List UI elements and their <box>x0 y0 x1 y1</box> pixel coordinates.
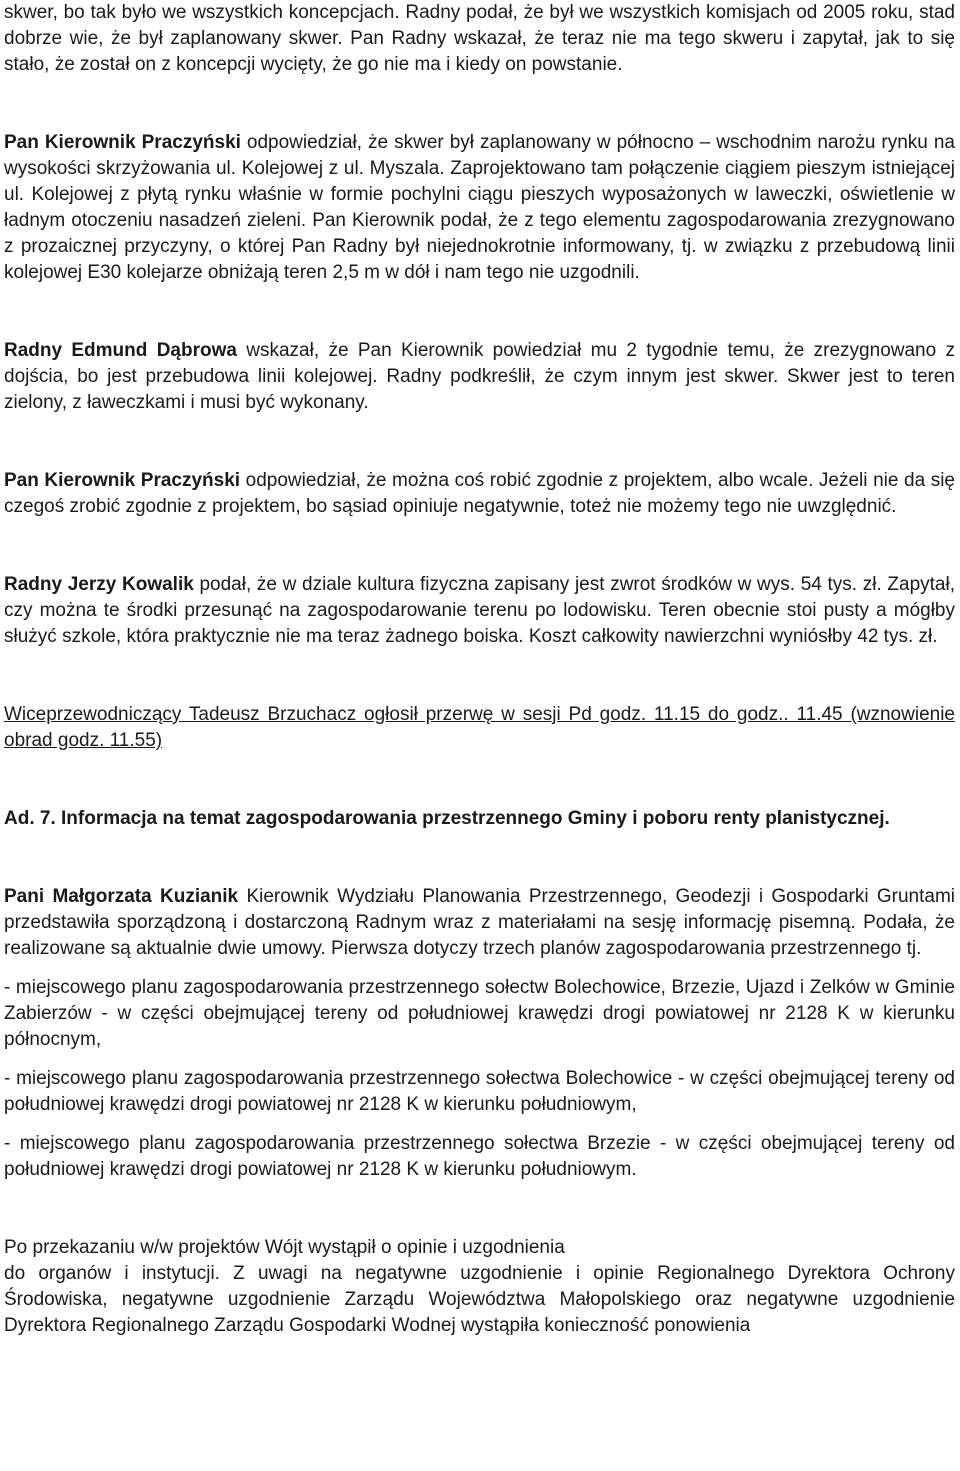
paragraph-text: wskazał, że Pan Kierownik powiedział mu 2 tygodnie temu, że zrezygnowano z dojścia, bo jest przebudowa linii kolejowej. Radny podkreślił, że czym innym jest skwer. Skwer jest to teren zielony, z ławeczkami i musi być wykonany. <box>4 340 956 413</box>
paragraph-text: odpowiedział, że skwer był zaplanowany w północno – wschodnim narożu rynku na wysokości skrzyżowania ul. Kolejowej z ul. Myszala. Zaprojektowano tam połączenie ciągiem pieszym istniejącej ul. Kolejowej z płytą rynku właśnie w formie pochylni ciągu pieszych wyposażonych w laweczki, oświetlenie w ładnym otoczeniu nasadzeń zieleni. Pan Kierownik podał, że z tego elementu zagospodarowania zrezygnowano z prozaicznej przyczyny, o której Pan Radny był niejednokrotnie informowany, tj. w związku z przebudową linii kolejowej E30 kolejarze obniżają teren 2,5 m w dół i nam tego nie uzgodnili. <box>4 132 955 283</box>
paragraph-radny-dabrowa <box>4 338 955 416</box>
list-item <box>4 1131 955 1183</box>
paragraph-text: Kierownik Wydziału Planowania Przestrzennego, Geodezji i Gospodarki Gruntami przedstawiła sporządzoną i dostarczoną Radnym wraz z materiałami na sesję informację pisemną. Podała, że realizowane są aktualnie dwie umowy. Pierwsza dotyczy trzech planów zagospodarowania przestrzennego tj. <box>4 886 956 959</box>
paragraph-text: odpowiedział, że można coś robić zgodnie z projektem, albo wcale. Jeżeli nie da się czegoś zrobić zgodnie z projektem, bo sąsiad opiniuje negatywnie, toteż nie możemy tego nie uwzględnić. <box>4 470 956 517</box>
speaker-name: Pani Małgorzata Kuzianik <box>4 886 239 907</box>
paragraph-text: podał, że w dziale kultura fizyczna zapisany jest zwrot środków w wys. 54 tys. zł. Zapytał, czy można te środki przesunąć na zagospodarowanie terenu po lodowisku. Teren obecnie stoi pusty a mógłby służyć szkole, która praktycznie nie ma teraz żadnego boiska. Koszt całkowity nawierzchni wyniósłby 42 tys. zł. <box>4 574 955 647</box>
paragraph-text: skwer, bo tak było we wszystkich koncepcjach. Radny podał, że był we wszystkich komisjach od 2005 roku, stad dobrze wie, że był zaplanowany skwer. Pan Radny wskazał, że teraz nie ma tego skweru i zapytał, jak to się stało, że został on z koncepcji wycięty, że go nie ma i kiedy on powstanie. <box>4 2 955 75</box>
paragraph-kierownik-response <box>4 130 955 286</box>
speaker-name: Pan Kierownik Praczyński <box>4 470 241 491</box>
paragraph-radny-kowalik <box>4 572 955 650</box>
paragraph-kuzianik <box>4 884 955 962</box>
list-item <box>4 975 955 1053</box>
list-item-text: - miejscowego planu zagospodarowania przestrzennego sołectwa Bolechowice - w części obejmującej tereny od południowej krawędzi drogi powiatowej nr 2128 K w kierunku południowym, <box>4 1068 955 1115</box>
paragraph-opinions <box>4 1235 955 1339</box>
speaker-name: Radny Jerzy Kowalik <box>4 574 194 595</box>
paragraph-text: Wiceprzewodniczący Tadeusz Brzuchacz ogłosił przerwę w sesji Pd godz. 11.15 do godz.. 11.45 (wznowienie obrad godz. 11.55) <box>4 704 955 751</box>
paragraph-text: do organów i instytucji. Z uwagi na negatywne uzgodnienie i opinie Regionalnego Dyrektora Ochrony Środowiska, negatywne uzgodnienie Zarządu Województwa Małopolskiego oraz negatywne uzgodnienie Dyrektora Regionalnego Zarządu Gospodarki Wodnej wystąpiła konieczność ponowienia <box>4 1263 955 1336</box>
list-item-text: - miejscowego planu zagospodarowania przestrzennego sołectw Bolechowice, Brzezie, Ujazd i Zelków w Gminie Zabierzów - w części obejmującej tereny od południowej krawędzi drogi powiatowej nr 2128 K w kierunku północnym, <box>4 977 955 1050</box>
paragraph-intro <box>4 0 955 78</box>
paragraph-first-line: Po przekazaniu w/w projektów Wójt wystąpił o opinie i uzgodnienia <box>4 1237 565 1258</box>
speaker-name: Pan Kierownik Praczyński <box>4 132 241 153</box>
paragraph-break-announcement <box>4 702 955 754</box>
speaker-name: Radny Edmund Dąbrowa <box>4 340 237 361</box>
paragraph-kierownik-second <box>4 468 955 520</box>
agenda-item-title: Informacja na temat zagospodarowania przestrzennego Gminy i poboru renty planistycznej. <box>55 808 890 829</box>
agenda-item-number: Ad. 7. <box>4 808 56 829</box>
list-item-text: - miejscowego planu zagospodarowania przestrzennego sołectwa Brzezie - w części obejmującej tereny od południowej krawędzi drogi powiatowej nr 2128 K w kierunku południowym. <box>4 1133 955 1180</box>
agenda-item-heading <box>4 806 955 832</box>
list-item <box>4 1066 955 1118</box>
